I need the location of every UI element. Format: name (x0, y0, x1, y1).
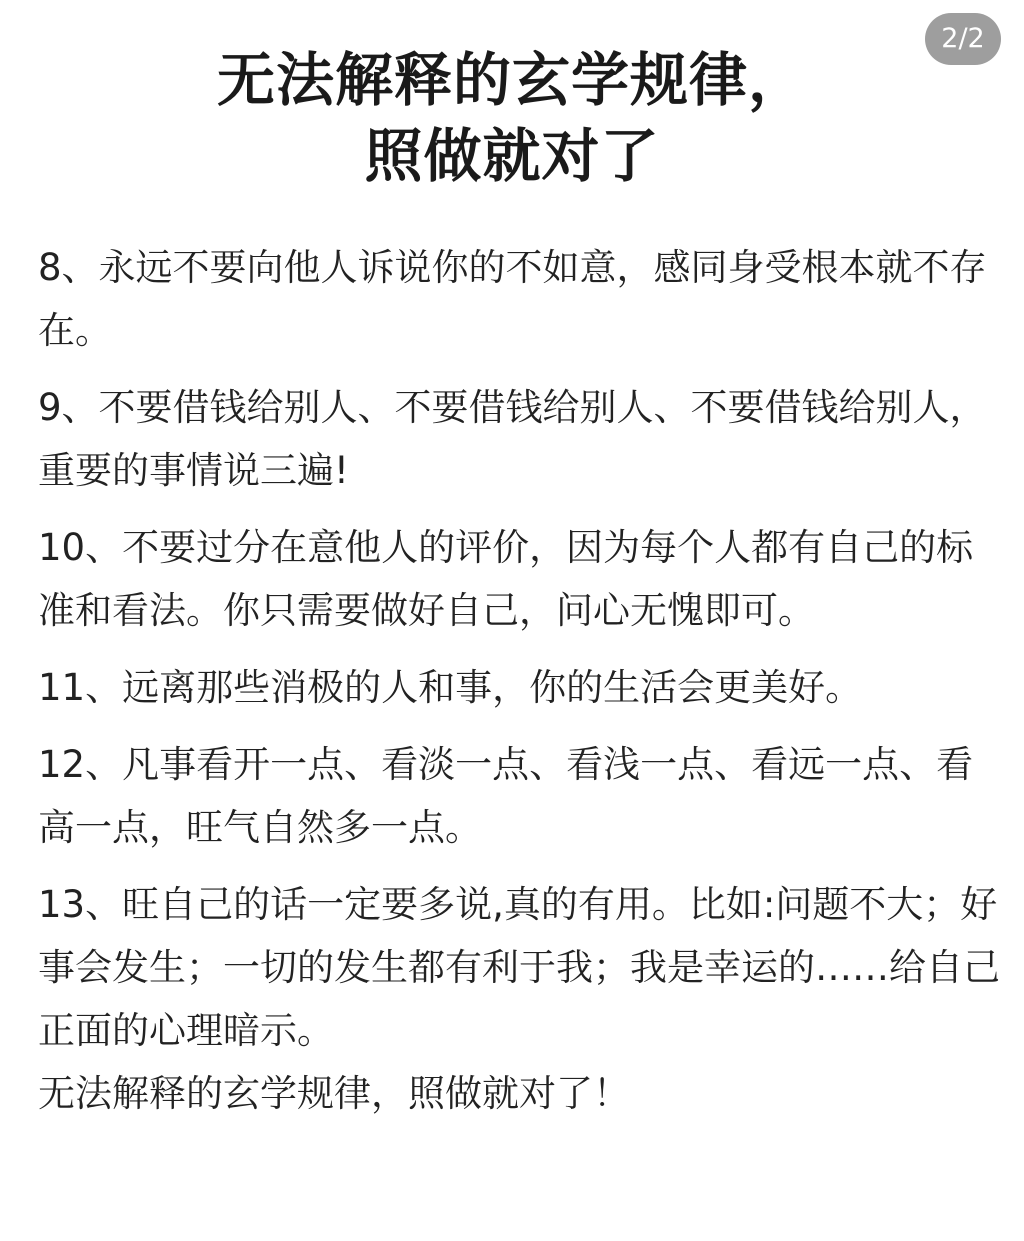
list-item: 9、不要借钱给别人、不要借钱给别人、不要借钱给别人，重要的事情说三遍! (38, 386, 987, 492)
page-indicator: 2/2 (925, 13, 1001, 65)
tips-list (38, 236, 1003, 1125)
list-item: 10、不要过分在意他人的评价，因为每个人都有自己的标准和看法。你只需要做好自己，问心无愧即可。 (38, 526, 974, 632)
title-line-1: 无法解释的玄学规律， (216, 46, 807, 114)
list-item: 8、永远不要向他人诉说你的不如意，感同身受根本就不存在。 (38, 246, 987, 352)
list-item: 13、旺自己的话一定要多说,真的有用。比如:问题不大；好事会发生；一切的发生都有利于我；我是幸运的……给自己正面的心理暗示。 (38, 883, 1000, 1052)
list-item: 12、凡事看开一点、看淡一点、看浅一点、看远一点、看高一点，旺气自然多一点。 (38, 743, 974, 849)
list-item: 11、远离那些消极的人和事，你的生活会更美好。 (38, 666, 863, 709)
closing-line: 无法解释的玄学规律，照做就对了！ (38, 1072, 630, 1115)
page-title (0, 42, 1024, 194)
title-line-2: 照做就对了 (364, 122, 660, 190)
